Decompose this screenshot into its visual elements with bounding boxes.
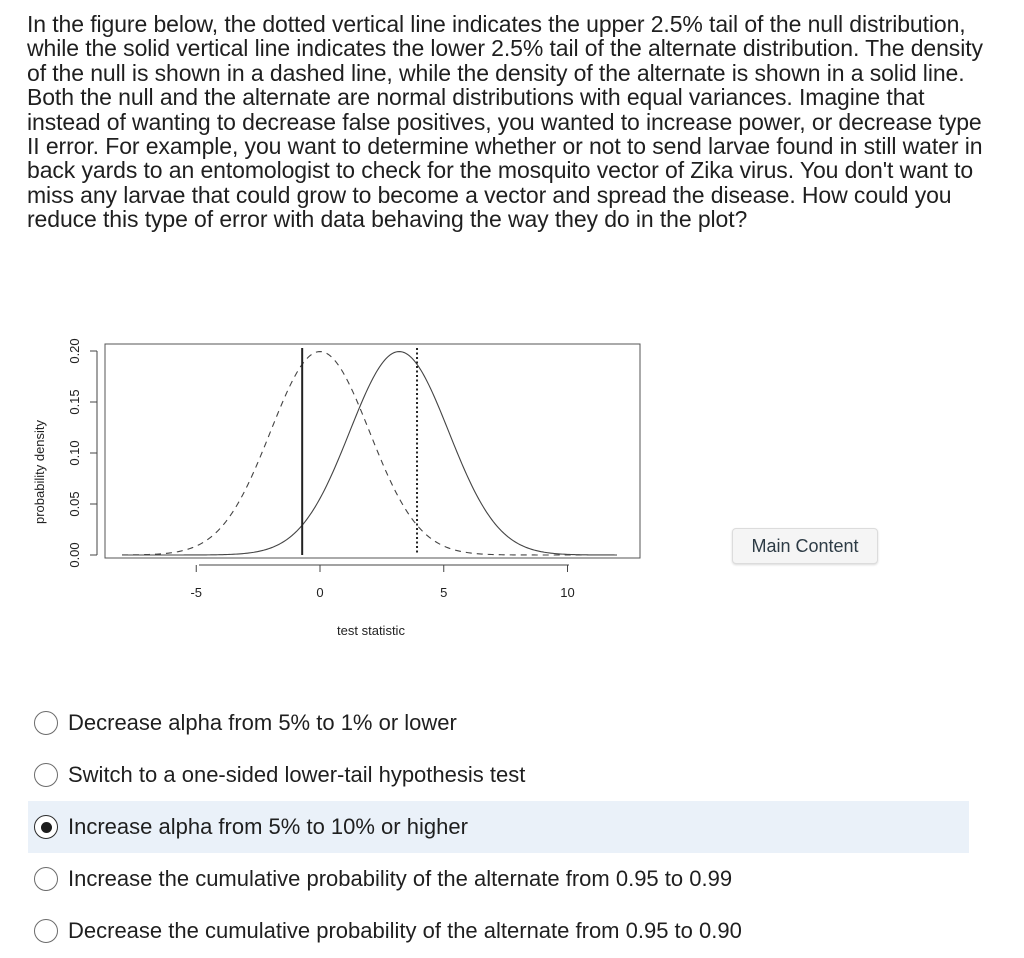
- radio-button[interactable]: [34, 763, 58, 787]
- y-tick-label: 0.05: [67, 491, 82, 517]
- y-ticks: [67, 338, 97, 567]
- answer-option-1[interactable]: [28, 697, 969, 749]
- plot-box: [105, 344, 640, 558]
- answer-label: Decrease the cumulative probability of the alternate from 0.95 to 0.90: [68, 918, 742, 943]
- x-tick-label: 10: [560, 585, 575, 600]
- radio-button[interactable]: [34, 711, 58, 735]
- answer-option-2[interactable]: [28, 749, 969, 801]
- x-tick-label: 0: [316, 585, 324, 600]
- radio-button[interactable]: [34, 867, 58, 891]
- y-axis-label: probability density: [32, 419, 47, 525]
- answer-label: Increase the cumulative probability of the alternate from 0.95 to 0.99: [68, 866, 733, 891]
- density-chart: [0, 318, 700, 648]
- answer-label: Switch to a one-sided lower-tail hypothesis test: [68, 762, 526, 787]
- y-tick-label: 0.00: [67, 542, 82, 568]
- radio-button[interactable]: [34, 919, 58, 943]
- main-content-button[interactable]: Main Content: [732, 528, 878, 564]
- radio-button[interactable]: [34, 815, 58, 839]
- y-tick-label: 0.20: [67, 338, 82, 364]
- question-paragraph: In the figure below, the dotted vertical line indicates the upper 2.5% tail of the null distribution, while the solid vertical line indicates the lower 2.5% tail of the alternate distribution. The density of the null is shown in a dashed line, while the density of the alternate is shown in a solid line. Both the null and the alternate are normal distributions with equal variances. Imagine that instead of wanting to decrease false positives, you wanted to increase power, or decrease type II error. For example, you want to determine whether or not to send larvae found in still water in back yards to an entomologist to check for the mosquito vector of Zika virus. You don't want to miss any larvae that could grow to become a vector and spread the disease. How could you reduce this type of error with data behaving the way they do in the plot?: [27, 11, 983, 233]
- critical-lines: [302, 348, 417, 555]
- x-axis-label: test statistic: [337, 623, 405, 638]
- answer-option-5[interactable]: [28, 905, 969, 957]
- null-density-curve: [122, 352, 617, 555]
- answer-label: Increase alpha from 5% to 10% or higher: [68, 814, 468, 839]
- density-figure: [0, 318, 700, 653]
- question-text: [27, 12, 987, 232]
- x-ticks: [190, 565, 574, 600]
- x-tick-label: -5: [190, 585, 203, 600]
- answer-option-3[interactable]: [28, 801, 969, 853]
- answer-label: Decrease alpha from 5% to 1% or lower: [68, 710, 457, 735]
- y-tick-label: 0.10: [67, 440, 82, 466]
- density-curves: [122, 352, 617, 555]
- x-tick-label: 5: [440, 585, 448, 600]
- answer-list: [28, 697, 969, 957]
- alternate-density-curve: [122, 352, 617, 555]
- y-tick-label: 0.15: [67, 389, 82, 415]
- answer-option-4[interactable]: [28, 853, 969, 905]
